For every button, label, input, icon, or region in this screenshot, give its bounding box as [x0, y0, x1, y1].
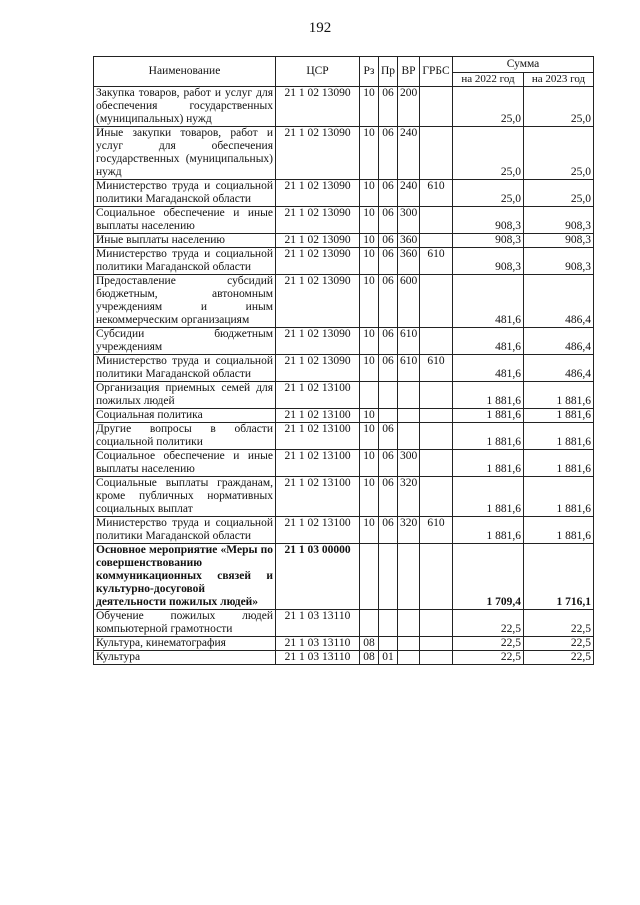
row-amount-2023-cell: 1 881,6 — [524, 409, 594, 423]
row-name-cell: Субсидии бюджетным учреждениям — [94, 328, 276, 355]
row-pr-cell — [379, 637, 398, 651]
row-grbs-cell — [420, 477, 453, 517]
row-pr-cell: 06 — [379, 87, 398, 127]
row-name-cell: Министерство труда и социальной политики Магаданской области — [94, 355, 276, 382]
row-amount-2022-cell: 908,3 — [453, 207, 524, 234]
row-grbs-cell: 610 — [420, 517, 453, 544]
row-amount-2023-cell: 486,4 — [524, 355, 594, 382]
row-grbs-cell — [420, 87, 453, 127]
row-rz-cell: 10 — [360, 355, 379, 382]
table-row — [94, 610, 594, 637]
table-row — [94, 234, 594, 248]
row-pr-cell: 06 — [379, 423, 398, 450]
row-rz-cell: 10 — [360, 275, 379, 328]
row-pr-cell: 06 — [379, 127, 398, 180]
row-amount-2023-cell: 908,3 — [524, 234, 594, 248]
row-amount-2022-cell: 481,6 — [453, 355, 524, 382]
row-grbs-cell — [420, 275, 453, 328]
row-vr-cell — [398, 637, 420, 651]
row-amount-2023-cell: 1 881,6 — [524, 423, 594, 450]
row-vr-cell: 300 — [398, 450, 420, 477]
table-row — [94, 207, 594, 234]
table-row — [94, 450, 594, 477]
row-csr-cell: 21 1 03 13110 — [276, 651, 360, 665]
table-row — [94, 87, 594, 127]
row-pr-cell: 06 — [379, 517, 398, 544]
row-rz-cell: 10 — [360, 423, 379, 450]
row-rz-cell: 10 — [360, 207, 379, 234]
row-name-cell: Министерство труда и социальной политики Магаданской области — [94, 180, 276, 207]
row-grbs-cell — [420, 207, 453, 234]
row-csr-cell: 21 1 03 13110 — [276, 610, 360, 637]
row-name-cell: Иные закупки товаров, работ и услуг для обеспечения государственных (муниципальных) нужд — [94, 127, 276, 180]
row-rz-cell: 10 — [360, 450, 379, 477]
row-name-cell: Министерство труда и социальной политики Магаданской области — [94, 517, 276, 544]
header-pr: Пр — [379, 57, 398, 87]
row-amount-2023-cell: 1 881,6 — [524, 450, 594, 477]
row-amount-2023-cell: 1 716,1 — [524, 544, 594, 610]
row-amount-2023-cell: 486,4 — [524, 328, 594, 355]
row-amount-2023-cell: 908,3 — [524, 207, 594, 234]
row-csr-cell: 21 1 02 13090 — [276, 355, 360, 382]
row-amount-2022-cell: 25,0 — [453, 127, 524, 180]
row-vr-cell: 320 — [398, 477, 420, 517]
row-amount-2022-cell: 1 881,6 — [453, 382, 524, 409]
row-rz-cell: 10 — [360, 248, 379, 275]
row-name-cell: Социальная политика — [94, 409, 276, 423]
table-row — [94, 382, 594, 409]
row-amount-2023-cell: 22,5 — [524, 610, 594, 637]
row-amount-2023-cell: 1 881,6 — [524, 382, 594, 409]
row-amount-2022-cell: 1 709,4 — [453, 544, 524, 610]
row-rz-cell: 10 — [360, 409, 379, 423]
row-pr-cell: 06 — [379, 248, 398, 275]
row-vr-cell: 200 — [398, 87, 420, 127]
row-csr-cell: 21 1 02 13100 — [276, 477, 360, 517]
row-vr-cell: 300 — [398, 207, 420, 234]
page-number: 192 — [308, 20, 332, 36]
row-grbs-cell — [420, 234, 453, 248]
row-csr-cell: 21 1 02 13100 — [276, 409, 360, 423]
row-csr-cell: 21 1 02 13090 — [276, 180, 360, 207]
header-csr: ЦСР — [276, 57, 360, 87]
row-amount-2023-cell: 1 881,6 — [524, 477, 594, 517]
row-vr-cell: 320 — [398, 517, 420, 544]
row-pr-cell: 06 — [379, 207, 398, 234]
row-amount-2022-cell: 22,5 — [453, 651, 524, 665]
row-rz-cell: 08 — [360, 651, 379, 665]
table-row — [94, 409, 594, 423]
row-name-cell: Культура — [94, 651, 276, 665]
table-row — [94, 544, 594, 610]
row-pr-cell — [379, 409, 398, 423]
row-pr-cell: 06 — [379, 328, 398, 355]
row-amount-2023-cell: 25,0 — [524, 180, 594, 207]
table-row — [94, 248, 594, 275]
row-amount-2022-cell: 1 881,6 — [453, 517, 524, 544]
row-name-cell: Социальное обеспечение и иные выплаты населению — [94, 450, 276, 477]
row-grbs-cell: 610 — [420, 248, 453, 275]
header-year-2023: на 2023 год — [524, 73, 594, 87]
row-grbs-cell — [420, 423, 453, 450]
row-rz-cell: 10 — [360, 87, 379, 127]
row-grbs-cell: 610 — [420, 355, 453, 382]
row-csr-cell: 21 1 02 13100 — [276, 382, 360, 409]
row-vr-cell — [398, 409, 420, 423]
row-name-cell: Закупка товаров, работ и услуг для обеспечения государственных (муниципальных) нужд — [94, 87, 276, 127]
row-amount-2023-cell: 25,0 — [524, 87, 594, 127]
row-amount-2023-cell: 22,5 — [524, 651, 594, 665]
row-csr-cell: 21 1 02 13090 — [276, 328, 360, 355]
table-row — [94, 637, 594, 651]
row-rz-cell: 10 — [360, 234, 379, 248]
row-amount-2022-cell: 481,6 — [453, 328, 524, 355]
row-pr-cell: 06 — [379, 275, 398, 328]
row-rz-cell — [360, 610, 379, 637]
header-rz: Рз — [360, 57, 379, 87]
row-csr-cell: 21 1 02 13100 — [276, 517, 360, 544]
row-pr-cell: 06 — [379, 450, 398, 477]
row-name-cell: Другие вопросы в области социальной политики — [94, 423, 276, 450]
row-vr-cell — [398, 651, 420, 665]
row-vr-cell: 610 — [398, 355, 420, 382]
row-pr-cell: 06 — [379, 234, 398, 248]
row-vr-cell — [398, 610, 420, 637]
table-row — [94, 180, 594, 207]
row-amount-2022-cell: 22,5 — [453, 610, 524, 637]
row-rz-cell — [360, 382, 379, 409]
header-grbs: ГРБС — [420, 57, 453, 87]
budget-table — [93, 56, 594, 665]
row-grbs-cell — [420, 544, 453, 610]
row-name-cell: Социальные выплаты гражданам, кроме публичных нормативных социальных выплат — [94, 477, 276, 517]
row-vr-cell: 600 — [398, 275, 420, 328]
row-csr-cell: 21 1 02 13090 — [276, 87, 360, 127]
row-grbs-cell — [420, 328, 453, 355]
table-body — [94, 87, 594, 665]
table-row — [94, 517, 594, 544]
header-vr: ВР — [398, 57, 420, 87]
row-pr-cell — [379, 382, 398, 409]
header-sum: Сумма — [453, 57, 594, 73]
row-rz-cell: 08 — [360, 637, 379, 651]
row-amount-2022-cell: 22,5 — [453, 637, 524, 651]
table-row — [94, 328, 594, 355]
row-amount-2023-cell: 22,5 — [524, 637, 594, 651]
row-vr-cell: 240 — [398, 127, 420, 180]
row-amount-2022-cell: 1 881,6 — [453, 409, 524, 423]
row-rz-cell — [360, 544, 379, 610]
row-amount-2022-cell: 1 881,6 — [453, 450, 524, 477]
header-name: Наименование — [94, 57, 276, 87]
row-vr-cell — [398, 544, 420, 610]
row-csr-cell: 21 1 02 13090 — [276, 248, 360, 275]
row-pr-cell — [379, 544, 398, 610]
row-grbs-cell — [420, 382, 453, 409]
row-csr-cell: 21 1 02 13090 — [276, 127, 360, 180]
row-grbs-cell — [420, 450, 453, 477]
table-row — [94, 651, 594, 665]
table-row — [94, 127, 594, 180]
row-rz-cell: 10 — [360, 180, 379, 207]
row-amount-2023-cell: 25,0 — [524, 127, 594, 180]
row-amount-2023-cell: 908,3 — [524, 248, 594, 275]
row-pr-cell: 06 — [379, 477, 398, 517]
row-amount-2022-cell: 481,6 — [453, 275, 524, 328]
row-vr-cell: 360 — [398, 248, 420, 275]
header-year-2022: на 2022 год — [453, 73, 524, 87]
row-rz-cell: 10 — [360, 517, 379, 544]
row-vr-cell: 240 — [398, 180, 420, 207]
row-grbs-cell — [420, 409, 453, 423]
row-rz-cell: 10 — [360, 477, 379, 517]
row-vr-cell: 610 — [398, 328, 420, 355]
row-amount-2022-cell: 1 881,6 — [453, 477, 524, 517]
row-amount-2023-cell: 486,4 — [524, 275, 594, 328]
row-name-cell: Социальное обеспечение и иные выплаты населению — [94, 207, 276, 234]
row-amount-2022-cell: 908,3 — [453, 248, 524, 275]
row-csr-cell: 21 1 02 13100 — [276, 450, 360, 477]
row-vr-cell: 360 — [398, 234, 420, 248]
row-csr-cell: 21 1 02 13090 — [276, 234, 360, 248]
row-vr-cell — [398, 423, 420, 450]
row-amount-2022-cell: 25,0 — [453, 180, 524, 207]
row-name-cell: Культура, кинематография — [94, 637, 276, 651]
table-row — [94, 275, 594, 328]
row-name-cell: Иные выплаты населению — [94, 234, 276, 248]
row-grbs-cell — [420, 127, 453, 180]
row-name-cell: Обучение пожилых людей компьютерной грамотности — [94, 610, 276, 637]
row-vr-cell — [398, 382, 420, 409]
row-name-cell: Основное мероприятие «Меры по совершенствованию коммуникационных связей и культурно-досуговой деятельности пожилых людей» — [94, 544, 276, 610]
row-grbs-cell — [420, 651, 453, 665]
row-name-cell: Организация приемных семей для пожилых людей — [94, 382, 276, 409]
row-name-cell: Министерство труда и социальной политики Магаданской области — [94, 248, 276, 275]
row-grbs-cell — [420, 610, 453, 637]
row-rz-cell: 10 — [360, 127, 379, 180]
row-pr-cell: 06 — [379, 180, 398, 207]
row-pr-cell: 06 — [379, 355, 398, 382]
row-csr-cell: 21 1 02 13090 — [276, 275, 360, 328]
row-amount-2022-cell: 908,3 — [453, 234, 524, 248]
row-amount-2022-cell: 25,0 — [453, 87, 524, 127]
row-csr-cell: 21 1 02 13100 — [276, 423, 360, 450]
row-grbs-cell — [420, 637, 453, 651]
table-row — [94, 423, 594, 450]
row-name-cell: Предоставление субсидий бюджетным, автономным учреждениям и иным некоммерческим организациям — [94, 275, 276, 328]
table-row — [94, 477, 594, 517]
row-rz-cell: 10 — [360, 328, 379, 355]
table-row — [94, 355, 594, 382]
row-grbs-cell: 610 — [420, 180, 453, 207]
row-amount-2023-cell: 1 881,6 — [524, 517, 594, 544]
row-csr-cell: 21 1 03 13110 — [276, 637, 360, 651]
row-pr-cell: 01 — [379, 651, 398, 665]
row-pr-cell — [379, 610, 398, 637]
row-amount-2022-cell: 1 881,6 — [453, 423, 524, 450]
row-csr-cell: 21 1 03 00000 — [276, 544, 360, 610]
row-csr-cell: 21 1 02 13090 — [276, 207, 360, 234]
